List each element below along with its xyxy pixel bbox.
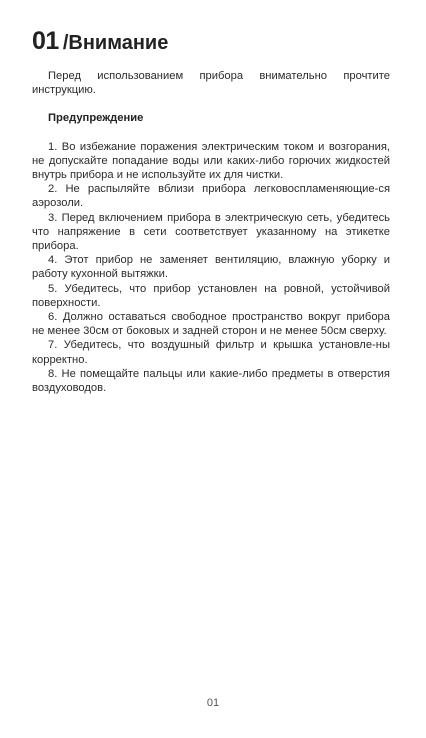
warning-heading: Предупреждение (48, 112, 144, 125)
warning-item: 3. Перед включением прибора в электрическую сеть, убедитесь что напряжение в сети соответствует указанному на этикетке прибора. (32, 211, 390, 253)
section-content (32, 69, 390, 395)
warning-list (32, 140, 390, 396)
page-number: 01 (206, 697, 220, 709)
warning-item: 6. Должно оставаться свободное пространство вокруг прибора не менее 30см от боковых и задней сторон и не менее 50см сверху. (32, 311, 390, 338)
intro-paragraph: Перед использованием прибора внимательно прочтите инструкцию. (32, 70, 390, 97)
warning-item: 8. Не помещайте пальцы или какие-либо предметы в отверстия воздуховодов. (32, 367, 390, 395)
warning-item: 4. Этот прибор не заменяет вентиляцию, влажную уборку и работу кухонной вытяжки. (32, 254, 390, 281)
warning-item: 1. Во избежание поражения электрическим током и возгорания, не допускайте попадание воды или каких-либо горючих жидкостей внутрь прибора и не используйте их для чистки. (32, 140, 390, 182)
warning-item: 2. Не распыляйте вблизи прибора легковоспламеняющие-ся аэрозоли. (32, 183, 390, 210)
warning-item: 5. Убедитесь, что прибор установлен на ровной, устойчивой поверхности. (32, 282, 390, 309)
section-header (32, 27, 168, 56)
warning-item: 7. Убедитесь, что воздушный фильтр и крышка установле-ны корректно. (32, 339, 390, 366)
section-title: /Внимание (62, 32, 169, 54)
section-number: 01 (32, 27, 59, 55)
